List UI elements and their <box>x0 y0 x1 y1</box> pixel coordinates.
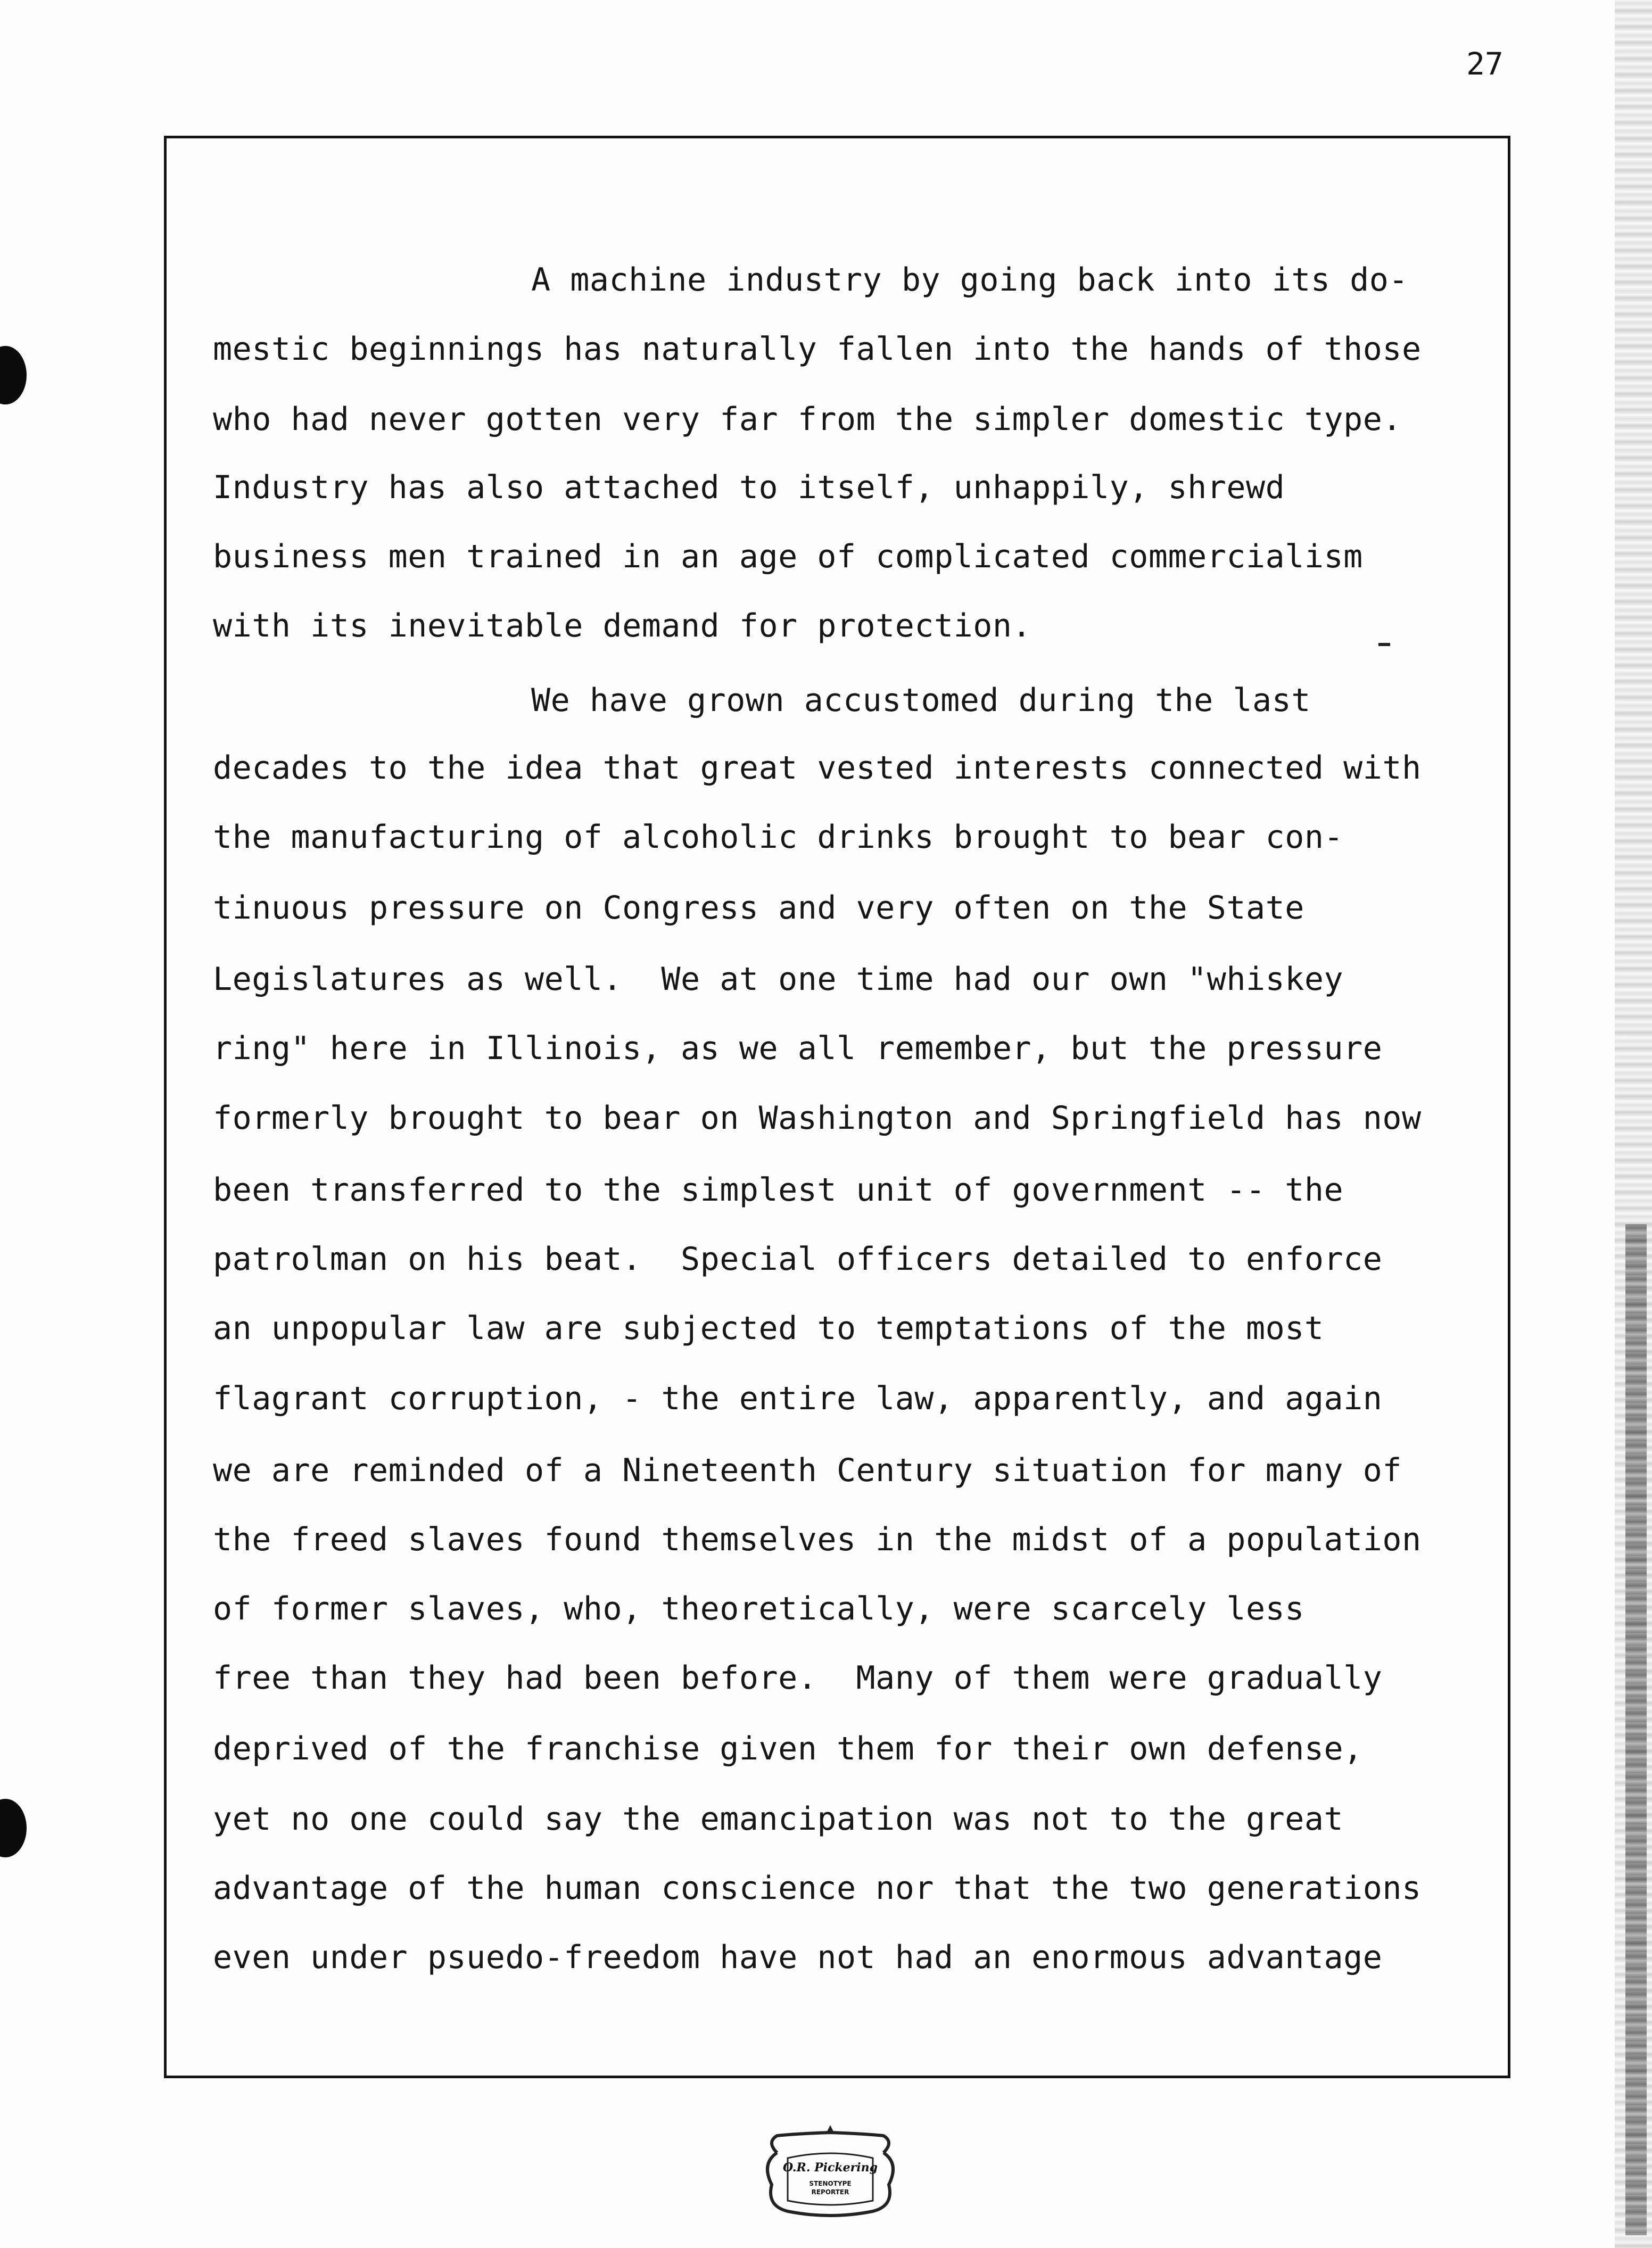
text-line: even under psuedo-freedom have not had an enormous advantage <box>213 1939 1383 1976</box>
text-line: formerly brought to bear on Washington and Springfield has now <box>213 1100 1422 1137</box>
stamp-line2: REPORTER <box>811 2188 849 2196</box>
punch-hole <box>0 1799 27 1857</box>
punch-hole <box>0 346 27 404</box>
text-line: been transferred to the simplest unit of government -- the <box>213 1171 1344 1209</box>
text-line: advantage of the human conscience nor that the two generations <box>213 1870 1422 1907</box>
text-line: yet no one could say the emancipation was not to the great <box>213 1800 1344 1838</box>
text-line: flagrant corruption, - the entire law, apparently, and again <box>213 1380 1383 1417</box>
text-line: the freed slaves found themselves in the midst of a population <box>213 1521 1422 1558</box>
text-line: mestic beginnings has naturally fallen into the hands of those <box>213 330 1422 368</box>
text-line: Industry has also attached to itself, unhappily, shrewd <box>213 469 1285 506</box>
ink-mark <box>1378 643 1390 646</box>
text-line: tinuous pressure on Congress and very often on the State <box>213 889 1304 927</box>
text-line: free than they had been before. Many of them were gradually <box>213 1659 1383 1697</box>
page-number: 27 <box>1466 46 1504 82</box>
text-line: patrolman on his beat. Special officers detailed to enforce <box>213 1241 1383 1278</box>
text-line: deprived of the franchise given them for their own defense, <box>213 1730 1363 1767</box>
text-line: ring" here in Illinois, as we all remember, but the pressure <box>213 1030 1383 1067</box>
text-line: business men trained in an age of complicated commercialism <box>213 538 1363 575</box>
text-line: We have grown accustomed during the last <box>531 682 1311 719</box>
stamp-line1: STENOTYPE <box>809 2180 852 2187</box>
text-line: an unpopular law are subjected to temptations of the most <box>213 1310 1324 1347</box>
stamp-name: O.R. Pickering <box>783 2161 878 2175</box>
text-line: who had never gotten very far from the simpler domestic type. <box>213 401 1402 438</box>
scan-edge-shadow <box>1625 1224 1647 2235</box>
text-line: we are reminded of a Nineteenth Century situation for many of <box>213 1452 1402 1489</box>
text-line: Legislatures as well. We at one time had our own "whiskey <box>213 961 1344 998</box>
text-line: with its inevitable demand for protection. <box>213 607 1032 644</box>
text-line: A machine industry by going back into its do- <box>531 261 1409 299</box>
text-line: the manufacturing of alcoholic drinks brought to bear con- <box>213 819 1344 856</box>
text-line: decades to the idea that great vested interests connected with <box>213 749 1422 787</box>
reporter-stamp <box>756 2121 905 2222</box>
text-line: of former slaves, who, theoretically, were scarcely less <box>213 1590 1304 1627</box>
stamp-graphic <box>756 2121 905 2222</box>
